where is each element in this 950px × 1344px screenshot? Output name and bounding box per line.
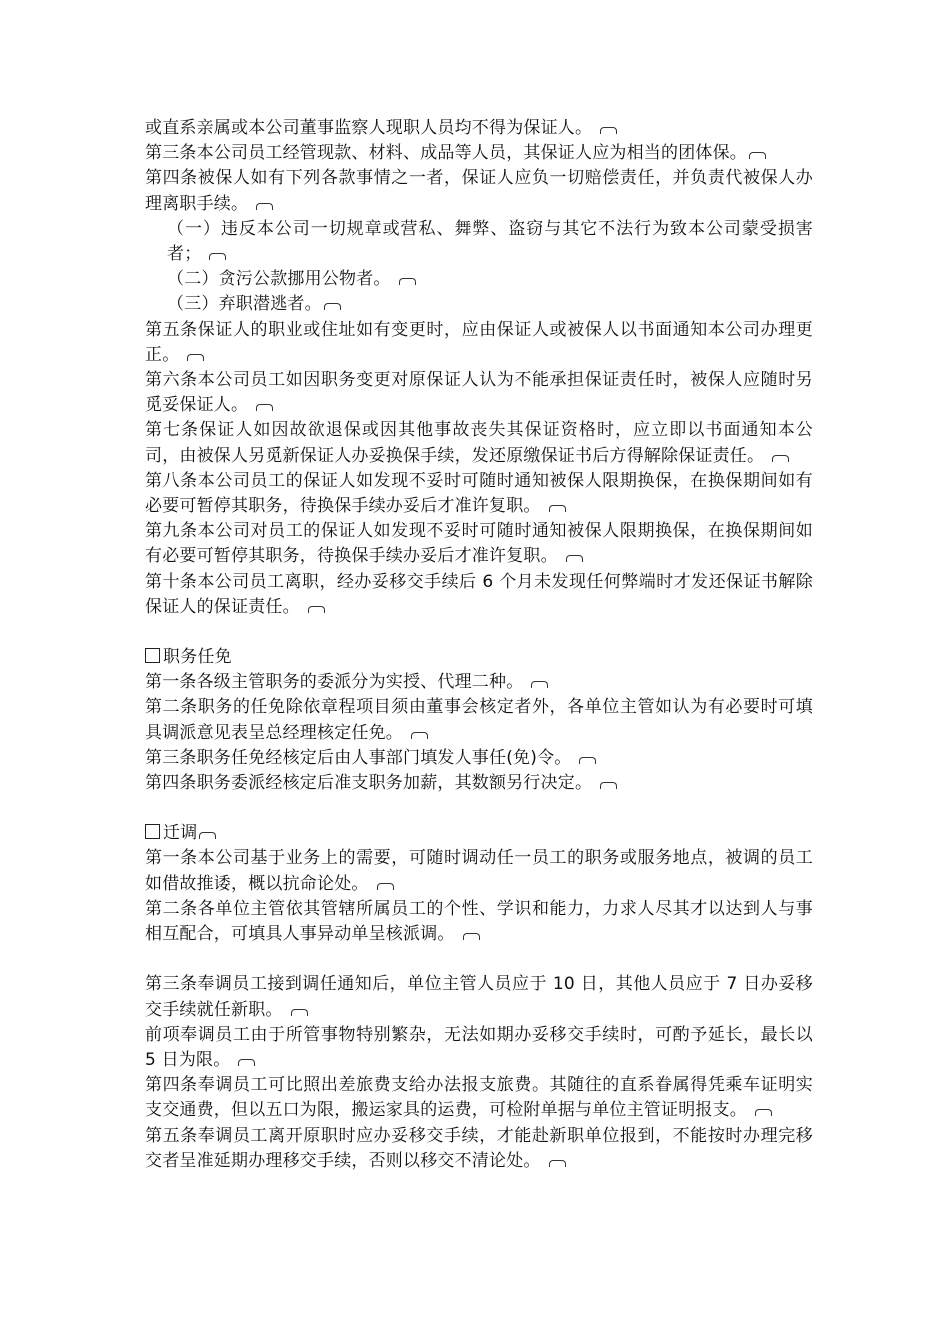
paragraph	[145, 116, 813, 141]
paragraph-mark-icon	[324, 303, 341, 310]
paragraph-text: 第二条职务的任免除依章程项目须由董事会核定者外，各单位主管如认为有必要时可填具调派意见表呈总经理核定任免。	[145, 697, 813, 743]
paragraph-text: 第六条本公司员工如因职务变更对原保证人认为不能承担保证责任时，被保人应随时另觅妥保证人。	[145, 370, 813, 416]
paragraph-mark-icon	[291, 1009, 308, 1016]
paragraph	[145, 972, 813, 1022]
paragraph-mark-icon	[187, 354, 204, 361]
paragraph	[145, 318, 813, 368]
paragraph-text: 第四条职务委派经核定后准支职务加薪，其数额另行决定。	[145, 773, 593, 794]
list-item	[145, 292, 813, 317]
paragraph-text: 第八条本公司员工的保证人如发现不妥时可随时通知被保人限期换保，在换保期间如有必要可暂停其职务，待换保手续办妥后才准许复职。	[145, 470, 813, 517]
paragraph-text: 第十条本公司员工离职，经办妥移交手续后 6 个月未发现任何弊端时才发还保证书解除保证人的保证责任。	[145, 571, 813, 617]
paragraph	[145, 1124, 813, 1174]
paragraph	[145, 695, 813, 745]
section-heading	[145, 821, 813, 846]
paragraph	[145, 670, 813, 695]
paragraph	[145, 846, 813, 896]
paragraph	[145, 166, 813, 216]
paragraph	[145, 570, 813, 620]
paragraph-mark-icon	[549, 505, 566, 512]
paragraph	[145, 771, 813, 796]
list-item	[145, 217, 813, 267]
paragraph	[145, 897, 813, 947]
paragraph-text: 第二条各单位主管依其管辖所属员工的个性、学识和能力，力求人尽其才以达到人与事相互配合，可填具人事异动单呈核派调。	[145, 898, 813, 945]
paragraph-text: （二）贪污公款挪用公物者。	[167, 269, 391, 290]
paragraph-mark-icon	[772, 455, 789, 462]
paragraph-text: 第三条职务任免经核定后由人事部门填发人事任(免)令。	[145, 747, 572, 768]
blank-line	[145, 796, 813, 821]
paragraph-text: 第一条各级主管职务的委派分为实授、代理二种。	[145, 672, 524, 693]
section-heading-text: 职务任免	[163, 647, 232, 668]
paragraph-mark-icon	[399, 278, 416, 285]
paragraph-text: 第三条奉调员工接到调任通知后，单位主管人员应于 10 日，其他人员应于 7 日办妥移交手续就任新职。	[145, 974, 813, 1020]
paragraph-mark-icon	[755, 1109, 772, 1116]
paragraph-mark-icon	[308, 606, 325, 613]
blank-line	[145, 947, 813, 972]
paragraph-text: （一）违反本公司一切规章或营私、舞弊、盗窃与其它不法行为致本公司蒙受损害者；	[167, 218, 813, 265]
checkbox-square-icon	[145, 824, 160, 839]
paragraph-text: 第五条奉调员工离开原职时应办妥移交手续，才能赴新职单位报到，不能按时办理完移交者呈准延期办理移交手续，否则以移交不清论处。	[145, 1125, 813, 1171]
paragraph-mark-icon	[600, 782, 617, 789]
paragraph-text: 第九条本公司对员工的保证人如发现不妥时可随时通知被保人限期换保，在换保期间如有必要可暂停其职务，待换保手续办妥后才准许复职。	[145, 521, 813, 567]
paragraph	[145, 469, 813, 519]
paragraph-text: 第一条本公司基于业务上的需要，可随时调动任一员工的职务或服务地点，被调的员工如借故推诿，概以抗命论处。	[145, 848, 813, 894]
paragraph-mark-icon	[531, 681, 548, 688]
paragraph-mark-icon	[600, 127, 617, 134]
paragraph	[145, 1023, 813, 1073]
paragraph-mark-icon	[579, 757, 596, 764]
checkbox-square-icon	[145, 648, 160, 663]
paragraph-mark-icon	[256, 404, 273, 411]
paragraph-text: 第七条保证人如因故欲退保或因其他事故丧失其保证资格时，应立即以书面通知本公司，由被保人另觅新保证人办妥换保手续，发还原缴保证书后方得解除保证责任。	[145, 420, 813, 466]
list-item	[145, 267, 813, 292]
paragraph-mark-icon	[549, 1160, 566, 1167]
paragraph-mark-icon	[377, 883, 394, 890]
paragraph-mark-icon	[566, 555, 583, 562]
paragraph	[145, 746, 813, 771]
paragraph-mark-icon	[199, 832, 216, 839]
paragraph	[145, 418, 813, 468]
paragraph-text: 第五条保证人的职业或住址如有变更时，应由保证人或被保人以书面通知本公司办理更正。	[145, 319, 813, 365]
paragraph-mark-icon	[749, 152, 766, 159]
paragraph-text: 或直系亲属或本公司董事监察人现职人员均不得为保证人。	[145, 118, 593, 138]
paragraph	[145, 519, 813, 569]
paragraph-mark-icon	[238, 1059, 255, 1066]
document-page	[145, 116, 813, 1174]
paragraph	[145, 1073, 813, 1123]
section-heading-text: 迁调	[163, 823, 198, 844]
paragraph	[145, 368, 813, 418]
paragraph-text: 前项奉调员工由于所管事物特别繁杂，无法如期办妥移交手续时，可酌予延长，最长以 5 日为限。	[145, 1024, 813, 1070]
paragraph-text: 第四条被保人如有下列各款事情之一者，保证人应负一切赔偿责任，并负责代被保人办理离职手续。	[145, 168, 813, 214]
paragraph-mark-icon	[463, 933, 480, 940]
section-heading	[145, 645, 813, 670]
paragraph-text: 第三条本公司员工经管现款、材料、成品等人员，其保证人应为相当的团体保。	[145, 143, 747, 164]
paragraph-mark-icon	[411, 732, 428, 739]
paragraph-text: 第四条奉调员工可比照出差旅费支给办法报支旅费。其随往的直系眷属得凭乘车证明实支交通费，但以五口为限，搬运家具的运费，可检附单据与单位主管证明报支。	[145, 1075, 813, 1121]
paragraph	[145, 141, 813, 166]
paragraph-text: （三）弃职潜逃者。	[167, 294, 322, 315]
blank-line	[145, 620, 813, 645]
paragraph-mark-icon	[256, 203, 273, 210]
paragraph-mark-icon	[209, 253, 226, 260]
